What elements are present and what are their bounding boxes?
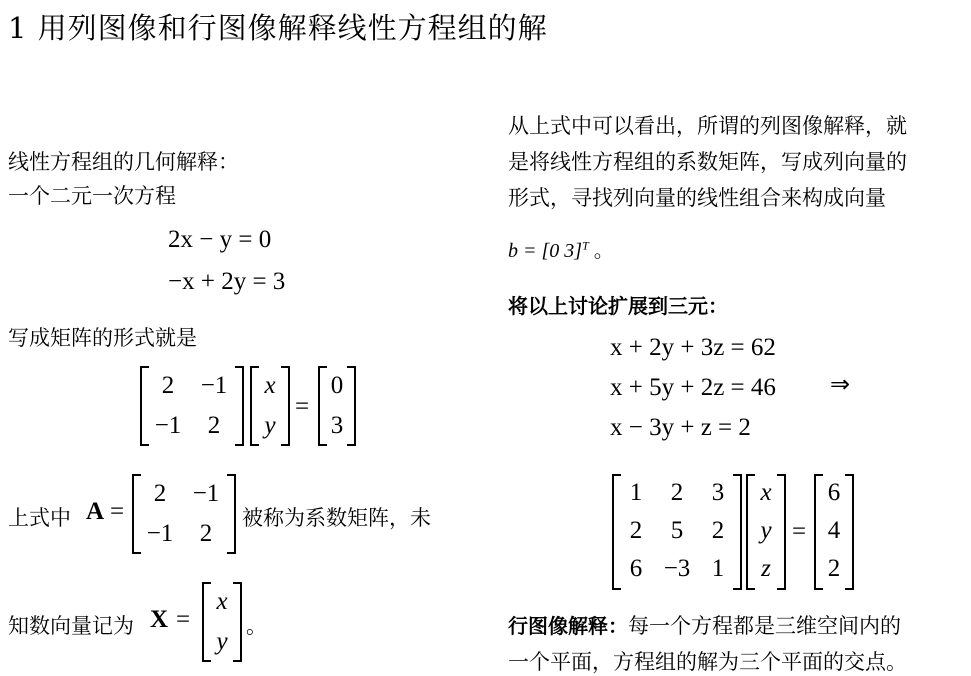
- matrix-cell: −3: [663, 555, 691, 582]
- unknown-suffix-text: 。: [246, 614, 267, 638]
- matrix-cell: −1: [154, 412, 182, 439]
- matrix-cell: −1: [200, 372, 228, 399]
- vector-symbol-x: X: [150, 606, 169, 633]
- implies-arrow: ⇒: [830, 370, 851, 398]
- matrix-cell: −1: [146, 520, 174, 547]
- matrix-symbol-a: A: [86, 498, 105, 525]
- coef-prefix-text: 上式中: [8, 506, 71, 530]
- equals-sign-3d: =: [792, 518, 807, 545]
- vector-cell: 4: [827, 517, 841, 544]
- matrix-cell: 1: [629, 479, 643, 506]
- geometric-heading: 线性方程组的几何解释：: [8, 150, 239, 174]
- matrix-cell: 3: [711, 479, 725, 506]
- variable-vector-2: [250, 366, 290, 446]
- matrix-cell: 2: [153, 480, 167, 507]
- vector-cell: 6: [827, 479, 841, 506]
- vector-cell: y: [760, 517, 772, 544]
- matrix-cell: 1: [711, 555, 725, 582]
- vector-cell: 2: [827, 555, 841, 582]
- equation-3d-2: x + 5y + 2z = 46: [610, 374, 776, 401]
- matrix-cell: −1: [192, 480, 220, 507]
- vector-cell: x: [264, 372, 276, 399]
- rhs-vector-2: [318, 366, 356, 446]
- equation-2: −x + 2y = 3: [168, 268, 286, 295]
- paragraph-line-3: 形式，寻找列向量的线性组合来构成向量: [508, 186, 886, 210]
- vector-cell: y: [216, 628, 228, 655]
- vector-cell: 0: [330, 372, 344, 399]
- unknown-vector: [202, 582, 242, 662]
- matrix-cell: 6: [629, 555, 643, 582]
- variable-vector-3: [746, 474, 786, 590]
- vector-cell: x: [760, 479, 772, 506]
- matrix-cell: 2: [207, 412, 221, 439]
- rhs-vector-3: [814, 474, 854, 590]
- extend-heading: 将以上讨论扩展到三元：: [508, 294, 728, 318]
- vector-cell: x: [216, 588, 228, 615]
- matrix-cell: 2: [670, 479, 684, 506]
- matrix-cell: 2: [199, 520, 213, 547]
- vector-cell: z: [761, 555, 771, 582]
- intro-text: 一个二元一次方程: [8, 184, 176, 208]
- b-vector-expression: b = [0 3]$^T$ 。: [508, 238, 614, 262]
- row-image-line-2: 一个平面，方程组的解为三个平面的交点。: [508, 650, 907, 674]
- equation-3d-1: x + 2y + 3z = 62: [610, 334, 776, 361]
- matrix-intro-text: 写成矩阵的形式就是: [8, 326, 197, 350]
- matrix-cell: 2: [711, 517, 725, 544]
- coefficient-matrix-3x3: [612, 474, 742, 590]
- page-title: 1 用列图像和行图像解释线性方程组的解: [8, 11, 548, 45]
- equation-3d-3: x − 3y + z = 2: [610, 414, 751, 441]
- row-image-line-1: 行图像解释：每一个方程都是三维空间内的: [508, 614, 901, 638]
- vector-cell: 3: [330, 412, 344, 439]
- coefficient-matrix-a: [132, 474, 236, 554]
- coef-suffix-text: 被称为系数矩阵，未: [242, 506, 431, 530]
- matrix-cell: 2: [629, 517, 643, 544]
- matrix-cell: 5: [670, 517, 684, 544]
- vector-cell: y: [264, 412, 276, 439]
- unknown-prefix-text: 知数向量记为: [8, 614, 134, 638]
- matrix-cell: 2: [161, 372, 175, 399]
- equation-1: 2x − y = 0: [168, 226, 272, 253]
- paragraph-line-1: 从上式中可以看出，所谓的列图像解释，就: [508, 114, 907, 138]
- equals-sign: =: [295, 393, 310, 420]
- row-image-label: 行图像解释：: [508, 614, 628, 638]
- coefficient-matrix-2x2: [140, 366, 244, 446]
- paragraph-line-2: 是将线性方程组的系数矩阵，写成列向量的: [508, 150, 907, 174]
